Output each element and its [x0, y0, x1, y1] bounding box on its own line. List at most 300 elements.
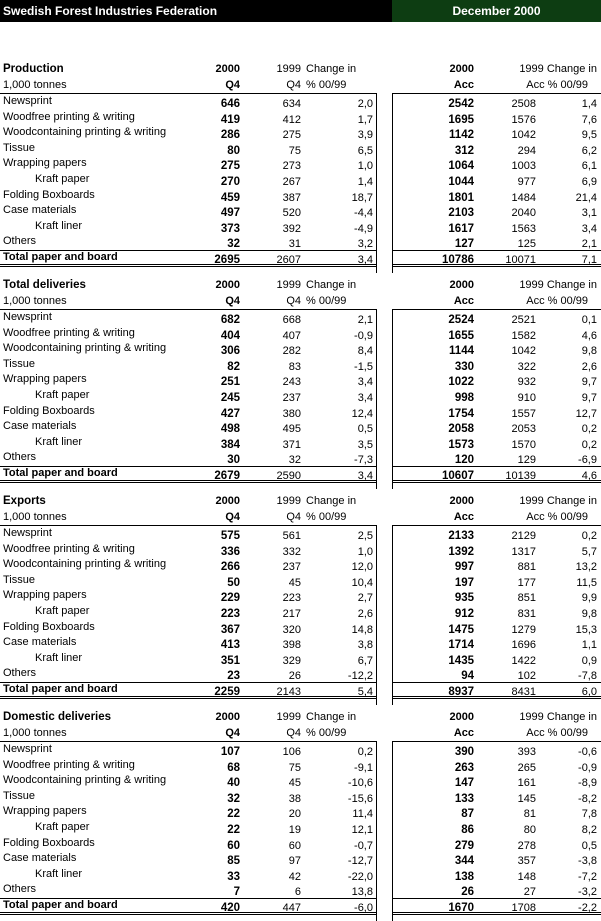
bottom-double-rule [392, 696, 601, 699]
row-label: Wrapping papers [3, 805, 87, 818]
value-q4-2000: 459 [220, 191, 240, 204]
row-label: Folding Boxboards [3, 188, 95, 201]
value-acc-change: 7,8 [581, 808, 597, 821]
value-q4-2000: 367 [220, 623, 240, 636]
value-change: -22,0 [347, 870, 373, 883]
value-q4-1999: 60 [288, 839, 301, 852]
value-change: 3,5 [357, 438, 373, 451]
value-acc-1999: 1484 [511, 191, 536, 204]
value-change: -7,3 [354, 454, 373, 467]
value-acc-1999: 393 [517, 746, 536, 758]
value-acc-1999: 1570 [511, 438, 536, 451]
value-acc-2000: 1435 [448, 654, 474, 667]
value-q4-1999: 45 [288, 576, 301, 589]
value-acc-2000: 94 [461, 670, 474, 683]
value-acc-1999: 177 [517, 576, 536, 589]
value-change: 2,6 [357, 608, 373, 620]
value-acc-2000: 2103 [448, 207, 474, 220]
value-change: -10,6 [347, 777, 373, 790]
column-divider [376, 741, 377, 921]
value-acc-change: -7,2 [578, 870, 597, 883]
total-rule [392, 682, 601, 683]
col-header-acc: Acc [453, 511, 474, 523]
value-change: -12,2 [347, 670, 373, 683]
value-change: 1,0 [357, 160, 373, 173]
value-q4-1999: 332 [282, 545, 301, 558]
value-q4-2000: 30 [227, 454, 240, 467]
value-q4-2000: 384 [220, 438, 240, 451]
row-label: Case materials [3, 420, 77, 433]
value-q4-2000: 404 [220, 329, 240, 342]
value-q4-2000: 306 [220, 345, 240, 358]
value-acc-1999: 161 [517, 777, 536, 790]
total-change: 3,4 [357, 470, 373, 482]
value-acc-2000: 1655 [448, 329, 474, 342]
value-acc-change: 6,1 [581, 160, 597, 173]
value-q4-2000: 80 [227, 144, 240, 157]
value-change: -9,1 [354, 761, 373, 774]
bottom-double-rule [0, 264, 376, 267]
value-acc-2000: 935 [454, 592, 474, 605]
value-acc-change: 4,6 [581, 329, 597, 342]
row-label: Newsprint [3, 311, 52, 323]
section-0 [0, 62, 601, 266]
value-q4-1999: 223 [282, 592, 301, 605]
value-q4-1999: 634 [282, 98, 301, 110]
col-header-1999: 1999 [276, 711, 301, 723]
value-q4-1999: 38 [288, 792, 301, 805]
total-change: 5,4 [357, 686, 373, 698]
total-label: Total paper and board [3, 467, 118, 479]
section-unit: 1,000 tonnes [3, 727, 67, 739]
col-header-acc-pct: Acc % 00/99 [526, 295, 588, 307]
total-acc-1999: 10071 [505, 254, 536, 266]
value-q4-1999: 561 [282, 530, 301, 542]
total-acc-2000: 1670 [448, 902, 474, 914]
value-q4-2000: 286 [220, 129, 240, 142]
total-q4-2000: 2679 [214, 470, 240, 482]
bottom-double-rule [0, 696, 376, 699]
value-acc-change: 11,5 [576, 576, 597, 589]
value-acc-2000: 279 [454, 839, 474, 852]
row-label: Tissue [3, 141, 35, 154]
total-change: -6,0 [354, 902, 373, 914]
value-acc-1999: 265 [517, 761, 536, 774]
value-acc-change: 9,7 [581, 376, 597, 389]
value-change: 2,5 [357, 530, 373, 542]
value-q4-2000: 22 [227, 808, 240, 821]
value-change: -4,4 [354, 207, 373, 220]
value-change: -12,7 [347, 855, 373, 868]
value-acc-2000: 120 [454, 454, 474, 467]
value-acc-1999: 81 [523, 808, 536, 821]
total-q4-1999: 2607 [276, 254, 301, 266]
value-acc-2000: 1801 [448, 191, 474, 204]
col-header-acc-pct: Acc % 00/99 [526, 511, 588, 523]
value-q4-1999: 97 [288, 855, 301, 868]
row-label: Wrapping papers [3, 373, 87, 386]
value-q4-2000: 40 [227, 777, 240, 790]
value-q4-2000: 270 [220, 176, 240, 188]
value-change: 6,5 [357, 144, 373, 157]
column-divider [376, 309, 377, 489]
col-header-acc-2000: 2000 [449, 711, 474, 723]
total-rule [392, 250, 601, 251]
value-acc-change: 6,2 [581, 144, 597, 157]
row-label: Tissue [3, 789, 35, 802]
value-q4-2000: 60 [227, 839, 240, 852]
col-header-q4-1999: Q4 [286, 727, 301, 739]
value-acc-1999: 80 [523, 824, 536, 836]
value-acc-change: -7,8 [578, 670, 597, 683]
value-q4-1999: 398 [282, 639, 301, 652]
value-acc-change: 1,4 [581, 98, 597, 110]
row-label: Case materials [3, 852, 77, 865]
value-q4-2000: 351 [220, 654, 240, 667]
value-q4-2000: 245 [220, 392, 240, 404]
value-q4-1999: 75 [288, 144, 301, 157]
col-header-2000: 2000 [215, 63, 240, 75]
value-acc-change: 0,2 [581, 423, 597, 436]
value-acc-2000: 133 [454, 792, 474, 805]
value-acc-change: 15,3 [575, 623, 597, 636]
value-q4-1999: 106 [282, 746, 301, 758]
value-change: 11,4 [352, 808, 373, 821]
row-label: Woodcontaining printing & writing [3, 342, 167, 355]
value-acc-1999: 1042 [511, 345, 536, 358]
value-acc-2000: 26 [461, 886, 474, 899]
value-change: 3,4 [357, 392, 373, 404]
value-q4-2000: 22 [227, 824, 240, 836]
value-q4-1999: 237 [282, 392, 301, 404]
row-label: Woodcontaining printing & writing [3, 774, 167, 787]
value-q4-2000: 32 [227, 238, 240, 251]
total-rule [392, 466, 601, 467]
col-header-acc-2000: 2000 [449, 495, 474, 507]
value-q4-1999: 392 [282, 222, 301, 235]
row-label: Others [3, 451, 37, 464]
value-change: 13,8 [351, 886, 373, 899]
section-unit: 1,000 tonnes [3, 295, 67, 307]
value-change: 18,7 [351, 191, 373, 204]
col-header-2000: 2000 [215, 711, 240, 723]
value-acc-change: 9,8 [581, 345, 597, 358]
value-change: 1,0 [357, 545, 373, 558]
header-date: December 2000 [392, 0, 601, 22]
row-label: Woodcontaining printing & writing [3, 126, 167, 139]
value-acc-1999: 1696 [511, 639, 536, 652]
row-label: Woodfree printing & writing [3, 542, 135, 555]
value-q4-1999: 275 [282, 129, 301, 142]
value-q4-1999: 6 [294, 886, 301, 899]
value-q4-1999: 217 [282, 608, 301, 620]
section-3 [0, 710, 601, 914]
col-header-q4-1999: Q4 [286, 295, 301, 307]
value-q4-2000: 33 [227, 870, 240, 883]
value-q4-2000: 275 [220, 160, 240, 173]
header-title: Swedish Forest Industries Federation [0, 0, 392, 22]
row-label: Newsprint [3, 95, 52, 107]
value-q4-2000: 497 [220, 207, 240, 220]
value-q4-1999: 668 [282, 314, 301, 326]
bottom-double-rule [392, 264, 601, 267]
value-q4-1999: 282 [282, 345, 301, 358]
total-acc-2000: 10786 [442, 254, 474, 266]
col-header-2000: 2000 [215, 279, 240, 291]
header-rule [392, 93, 601, 94]
value-q4-1999: 42 [288, 870, 301, 883]
col-header-1999: 1999 [276, 63, 301, 75]
value-acc-change: 1,1 [581, 639, 597, 652]
value-change: 1,7 [357, 113, 373, 126]
value-q4-2000: 336 [220, 545, 240, 558]
row-label: Kraft liner [35, 435, 83, 448]
value-q4-1999: 407 [282, 329, 301, 342]
value-acc-2000: 1022 [448, 376, 474, 389]
total-acc-change: 6,0 [581, 686, 597, 698]
value-change: 3,9 [357, 129, 373, 142]
col-header-acc-pct: Acc % 00/99 [526, 727, 588, 739]
value-change: 2,7 [357, 592, 373, 605]
value-acc-2000: 147 [454, 777, 474, 790]
value-acc-2000: 87 [461, 808, 474, 821]
col-header-1999: 1999 [276, 495, 301, 507]
col-header-acc: Acc [453, 727, 474, 739]
value-acc-change: -8,2 [578, 792, 597, 805]
value-q4-1999: 412 [282, 113, 301, 126]
row-label: Others [3, 883, 37, 896]
total-label: Total paper and board [3, 899, 118, 911]
col-header-1999: 1999 [276, 279, 301, 291]
value-acc-change: -3,8 [578, 855, 597, 868]
value-acc-1999: 148 [517, 870, 536, 883]
header-rule [0, 309, 376, 310]
col-header-change: Change in [306, 279, 357, 291]
value-acc-2000: 1044 [448, 176, 474, 188]
section-2 [0, 494, 601, 698]
value-acc-2000: 1144 [449, 345, 474, 358]
value-acc-1999: 1317 [511, 545, 536, 558]
value-change: -0,9 [354, 329, 373, 342]
value-acc-1999: 932 [517, 376, 536, 389]
row-label: Kraft paper [35, 173, 90, 185]
value-q4-1999: 45 [288, 777, 301, 790]
bottom-double-rule [392, 912, 601, 915]
value-acc-2000: 344 [454, 855, 474, 868]
col-header-2000: 2000 [215, 495, 240, 507]
value-q4-2000: 32 [227, 792, 240, 805]
value-q4-2000: 85 [227, 855, 240, 868]
value-acc-2000: 1714 [448, 639, 474, 652]
value-q4-2000: 373 [220, 222, 240, 235]
value-q4-1999: 83 [288, 360, 301, 373]
value-acc-1999: 294 [517, 144, 536, 157]
value-acc-change: 6,9 [581, 176, 597, 188]
column-divider [376, 93, 377, 273]
col-header-acc-1999: 1999 Change in [519, 279, 597, 291]
col-header-acc-2000: 2000 [449, 279, 474, 291]
value-acc-1999: 129 [517, 454, 536, 467]
value-change: 2,1 [357, 314, 373, 326]
value-acc-2000: 1695 [448, 113, 474, 126]
total-acc-1999: 8431 [511, 686, 536, 698]
value-acc-1999: 977 [517, 176, 536, 188]
row-label: Woodfree printing & writing [3, 326, 135, 339]
total-rule [392, 898, 601, 899]
row-label: Kraft paper [35, 389, 90, 401]
value-acc-change: 0,2 [581, 438, 597, 451]
value-acc-2000: 138 [454, 870, 474, 883]
row-label: Others [3, 667, 37, 680]
value-acc-2000: 1754 [448, 407, 474, 420]
value-acc-change: 2,1 [581, 238, 597, 251]
value-acc-change: 9,9 [581, 592, 597, 605]
value-acc-change: 9,5 [581, 129, 597, 142]
col-header-acc-1999: 1999 Change in [519, 63, 597, 75]
value-q4-1999: 495 [282, 423, 301, 436]
row-label: Kraft liner [35, 219, 83, 232]
row-label: Wrapping papers [3, 157, 87, 170]
value-acc-2000: 998 [454, 392, 474, 404]
total-acc-1999: 10139 [505, 470, 536, 482]
total-q4-2000: 2695 [214, 254, 240, 266]
row-label: Case materials [3, 204, 77, 217]
value-change: 0,5 [357, 423, 373, 436]
value-change: 3,8 [357, 639, 373, 652]
row-label: Tissue [3, 573, 35, 586]
value-q4-2000: 251 [220, 376, 240, 389]
value-acc-1999: 1576 [511, 113, 536, 126]
header-rule [392, 525, 601, 526]
col-header-acc: Acc [453, 79, 474, 91]
value-q4-1999: 31 [288, 238, 301, 251]
value-acc-change: 0,2 [581, 530, 597, 542]
header-rule [0, 525, 376, 526]
value-acc-change: 9,8 [581, 608, 597, 620]
col-header-q4: Q4 [225, 727, 240, 739]
value-acc-2000: 2524 [448, 314, 474, 326]
value-q4-2000: 498 [220, 423, 240, 436]
bottom-double-rule [392, 480, 601, 483]
value-q4-2000: 427 [220, 407, 240, 420]
value-q4-2000: 7 [233, 886, 240, 899]
value-q4-1999: 387 [282, 191, 301, 204]
value-acc-1999: 102 [517, 670, 536, 683]
column-divider [376, 525, 377, 705]
total-acc-change: -2,2 [578, 902, 597, 914]
value-q4-1999: 371 [282, 438, 301, 451]
value-acc-2000: 1573 [448, 438, 474, 451]
value-acc-2000: 1617 [448, 222, 474, 235]
row-label: Folding Boxboards [3, 404, 95, 417]
value-change: -0,7 [354, 839, 373, 852]
row-label: Newsprint [3, 743, 52, 755]
value-q4-1999: 320 [282, 623, 301, 636]
header-rule [392, 309, 601, 310]
value-acc-1999: 1563 [511, 222, 536, 235]
value-acc-change: 13,2 [575, 561, 597, 574]
value-change: 0,2 [357, 746, 373, 758]
value-change: 12,4 [351, 407, 373, 420]
value-acc-change: 7,6 [581, 113, 597, 126]
value-acc-change: 3,4 [581, 222, 597, 235]
value-acc-2000: 330 [454, 360, 474, 373]
value-change: 6,7 [357, 654, 373, 667]
value-acc-1999: 910 [517, 392, 536, 404]
header-rule [0, 93, 376, 94]
row-label: Woodfree printing & writing [3, 110, 135, 123]
value-q4-1999: 32 [288, 454, 301, 467]
value-acc-change: 21,4 [575, 191, 597, 204]
col-header-q4-1999: Q4 [286, 511, 301, 523]
column-divider [392, 525, 393, 705]
row-label: Woodfree printing & writing [3, 758, 135, 771]
value-acc-change: -0,9 [578, 761, 597, 774]
column-divider [392, 93, 393, 273]
value-q4-2000: 50 [227, 576, 240, 589]
value-change: 2,0 [357, 98, 373, 110]
value-acc-2000: 2058 [448, 423, 474, 436]
value-acc-1999: 831 [517, 608, 536, 620]
value-acc-1999: 145 [517, 792, 536, 805]
col-header-pct: % 00/99 [306, 511, 347, 523]
value-acc-1999: 2040 [511, 207, 536, 220]
value-q4-1999: 520 [282, 207, 301, 220]
value-q4-1999: 19 [288, 824, 301, 836]
value-acc-change: 0,1 [581, 314, 597, 326]
value-acc-1999: 357 [517, 855, 536, 868]
value-acc-1999: 1557 [511, 407, 536, 420]
value-acc-2000: 197 [454, 576, 474, 589]
value-q4-2000: 82 [227, 360, 240, 373]
value-change: 3,4 [357, 376, 373, 389]
value-acc-1999: 1422 [511, 654, 536, 667]
row-label: Kraft paper [35, 605, 90, 617]
col-header-acc-1999: 1999 Change in [519, 711, 597, 723]
value-q4-1999: 20 [288, 808, 301, 821]
value-q4-1999: 75 [288, 761, 301, 774]
value-acc-2000: 2542 [448, 98, 474, 110]
total-label: Total paper and board [3, 683, 118, 695]
value-acc-change: -8,9 [578, 777, 597, 790]
value-q4-2000: 223 [220, 608, 240, 620]
section-title: Production [3, 63, 64, 75]
col-header-acc: Acc [453, 295, 474, 307]
value-acc-2000: 1142 [449, 129, 474, 142]
row-label: Wrapping papers [3, 589, 87, 602]
total-q4-2000: 420 [220, 902, 240, 914]
value-acc-2000: 86 [461, 824, 474, 836]
value-q4-2000: 229 [220, 592, 240, 605]
total-q4-2000: 2259 [214, 686, 240, 698]
value-acc-change: 5,7 [581, 545, 597, 558]
value-acc-2000: 2133 [448, 530, 474, 542]
total-acc-change: 7,1 [581, 254, 597, 266]
value-q4-1999: 243 [282, 376, 301, 389]
header-rule [392, 741, 601, 742]
col-header-change: Change in [306, 495, 357, 507]
row-label: Kraft liner [35, 867, 83, 880]
value-acc-2000: 1475 [448, 623, 474, 636]
section-title: Total deliveries [3, 279, 86, 291]
total-acc-2000: 10607 [442, 470, 474, 482]
col-header-acc-1999: 1999 Change in [519, 495, 597, 507]
value-acc-1999: 2521 [511, 314, 536, 326]
total-change: 3,4 [357, 254, 373, 266]
value-acc-2000: 390 [454, 746, 474, 758]
total-label: Total paper and board [3, 251, 118, 263]
value-q4-2000: 68 [227, 761, 240, 774]
